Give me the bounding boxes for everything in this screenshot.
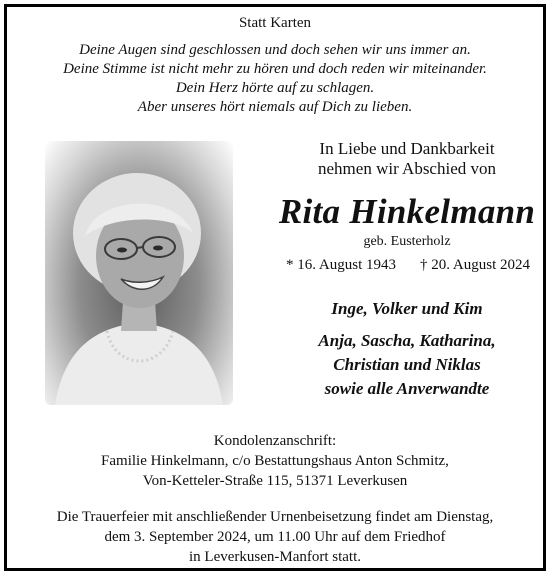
maiden-name: geb. Eusterholz xyxy=(363,234,451,249)
mourners xyxy=(282,297,532,401)
condolence-address xyxy=(7,431,543,491)
poem xyxy=(7,41,543,117)
intro-line: nehmen wir Abschied von xyxy=(318,159,496,178)
header-title: Statt Karten xyxy=(238,15,312,31)
mourners-line: Anja, Sascha, Katharina, xyxy=(318,331,496,350)
obituary-card xyxy=(4,4,546,571)
funeral-line: Die Trauerfeier mit anschließender Urnenbeisetzung findet am Dienstag, xyxy=(56,509,494,525)
poem-line: Dein Herz hörte auf zu schlagen. xyxy=(175,80,375,96)
intro-line: In Liebe und Dankbarkeit xyxy=(319,139,495,158)
funeral-line: dem 3. September 2024, um 11.00 Uhr auf dem Friedhof xyxy=(104,529,446,545)
condolence-line: Kondolenzanschrift: xyxy=(213,433,337,449)
birth-date: * 16. August 1943 xyxy=(286,257,397,273)
poem-line: Deine Stimme ist nicht mehr zu hören und doch reden wir miteinander. xyxy=(63,61,487,77)
poem-line: Aber unseres hört niemals auf Dich zu lieben. xyxy=(137,99,413,115)
portrait-illustration xyxy=(45,141,233,405)
funeral-line: in Leverkusen-Manfort statt. xyxy=(188,549,362,565)
mourners-line: Christian und Niklas xyxy=(333,355,481,374)
condolence-line: Von-Ketteler-Straße 115, 51371 Leverkusen xyxy=(142,473,408,489)
death-date: † 20. August 2024 xyxy=(420,257,531,273)
funeral-info xyxy=(7,507,543,567)
mourners-line: sowie alle Anverwandte xyxy=(324,379,490,398)
portrait-photo xyxy=(45,141,233,405)
condolence-line: Familie Hinkelmann, c/o Bestattungshaus Anton Schmitz, xyxy=(101,453,449,469)
mourners-group-1: Inge, Volker und Kim xyxy=(331,299,483,318)
poem-line: Deine Augen sind geschlossen und doch sehen wir uns immer an. xyxy=(79,42,471,58)
deceased-name: Rita Hinkelmann xyxy=(278,192,536,231)
intro-text xyxy=(282,139,532,179)
